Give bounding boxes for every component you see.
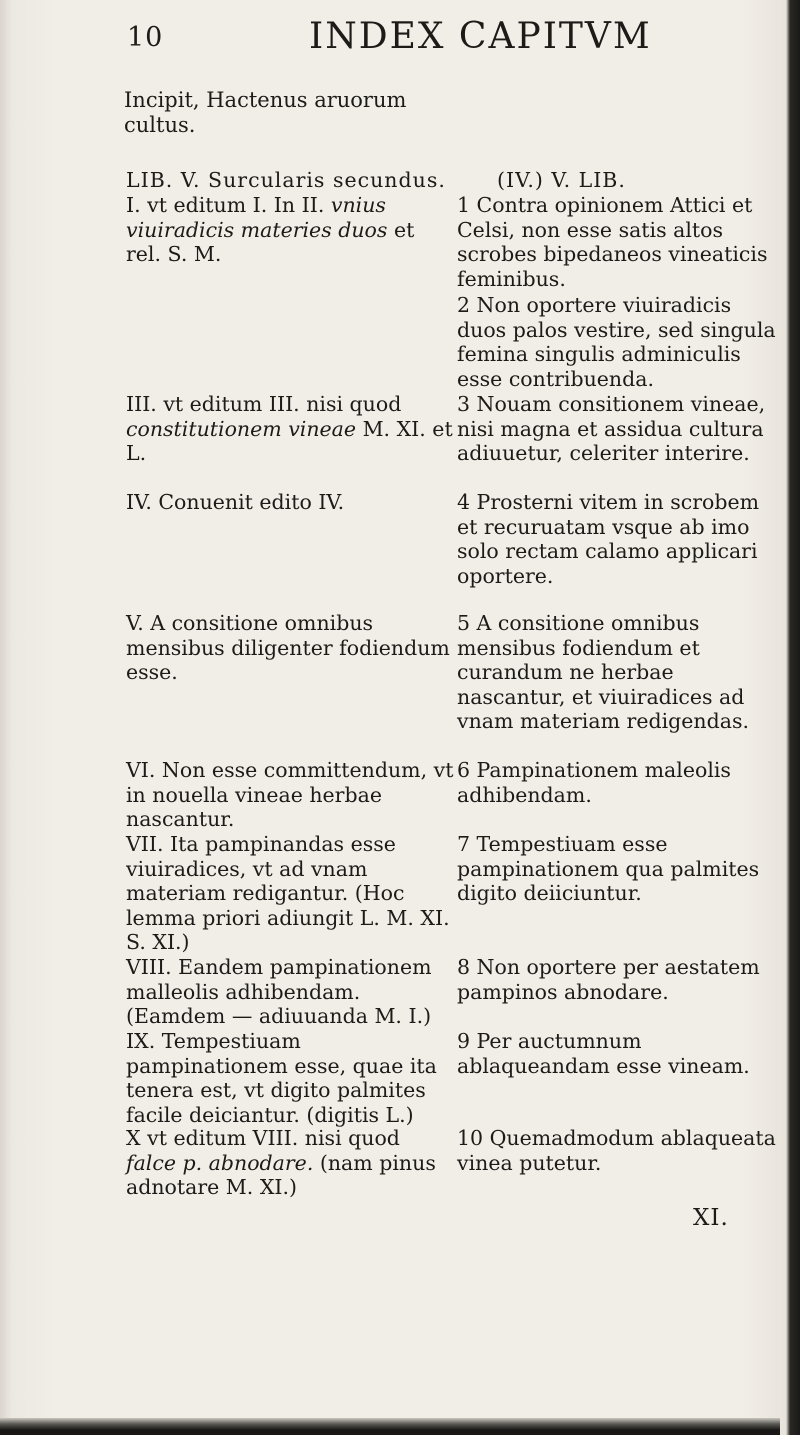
right-entry-2: 2 Non oportere viuiradicis duos palos vestire, sed singula femina singulis adminiculis esse contribuenda.: [457, 293, 776, 391]
left-entry-9: IX. Tempestiuam pampinationem esse, quae ita tenera est, vt digito palmites facile deiciantur. (digitis L.): [126, 1029, 437, 1127]
left-entry-8: VIII. Eandem pampinationem malleolis adhibendam. (Eamdem — adiuuanda M. I.): [126, 955, 432, 1028]
entry-text: (nam pinus adnotare M. XI.): [126, 1150, 436, 1199]
page-number: 10: [127, 22, 164, 53]
right-entry-6: 6 Pampinationem maleolis adhibendam.: [457, 758, 731, 807]
left-column-heading: LIB. V. Surcularis secundus.: [126, 168, 446, 192]
right-entry-9: 9 Per auctumnum ablaqueandam esse vineam.: [457, 1029, 750, 1078]
left-entry-1: [126, 193, 454, 267]
right-entry-5: 5 A consitione omnibus mensibus fodiendum et curandum ne herbae nascantur, et viuiradices ad vnam materiam redigendas.: [457, 611, 749, 733]
right-entry-3: 3 Nouam consitionem vineae, nisi magna et assidua cultura adiuuetur, celeriter interire.: [457, 392, 766, 465]
left-entry-6: VI. Non esse committendum, vt in nouella vineae herbae nascantur.: [126, 758, 454, 831]
signature-mark: XI.: [693, 1205, 729, 1231]
intro-line: cultus.: [124, 113, 196, 137]
right-entry-10: 10 Quemadmodum ablaqueata vinea putetur.: [457, 1126, 776, 1175]
right-entry-7: 7 Tempestiuam esse pampinationem qua palmites digito deiiciuntur.: [457, 832, 760, 905]
entry-italic: constitutionem vineae: [126, 416, 357, 441]
left-entry-10: [126, 1126, 454, 1200]
intro-line: Incipit, Hactenus aruorum: [124, 88, 407, 112]
entry-text: M. XI. et L.: [126, 416, 453, 465]
entry-italic: vnius viuiradicis materies duos: [126, 193, 388, 242]
entry-text: X vt editum VIII. nisi quod: [126, 1126, 400, 1150]
right-entry-1: 1 Contra opinionem Attici et Celsi, non esse satis altos scrobes bipedaneos vineaticis feminibus.: [457, 193, 768, 291]
intro-text: [124, 88, 484, 138]
left-entry-3: [126, 392, 454, 466]
entry-text: I. vt editum I. In II.: [126, 193, 331, 217]
running-title: INDEX CAPITVM: [309, 16, 652, 57]
entry-text: et rel. S. M.: [126, 217, 415, 266]
running-header: [0, 8, 800, 58]
entry-text: III. vt editum III. nisi quod: [126, 392, 402, 416]
right-entry-4: 4 Prosterni vitem in scrobem et recuruatam vsque ab imo solo rectam calamo applicari oportere.: [457, 490, 760, 588]
left-entry-5: V. A consitione omnibus mensibus diligenter fodiendum esse.: [126, 611, 450, 684]
right-column-heading: (IV.) V. LIB.: [497, 168, 626, 192]
right-entry-8: 8 Non oportere per aestatem pampinos abnodare.: [457, 955, 760, 1004]
left-entry-7: VII. Ita pampinandas esse viuiradices, vt ad vnam materiam redigantur. (Hoc lemma priori adiungit L. M. XI. S. XI.): [126, 832, 450, 954]
left-entry-4: IV. Conuenit edito IV.: [126, 490, 345, 514]
entry-italic: falce p. abnodare.: [126, 1150, 314, 1175]
